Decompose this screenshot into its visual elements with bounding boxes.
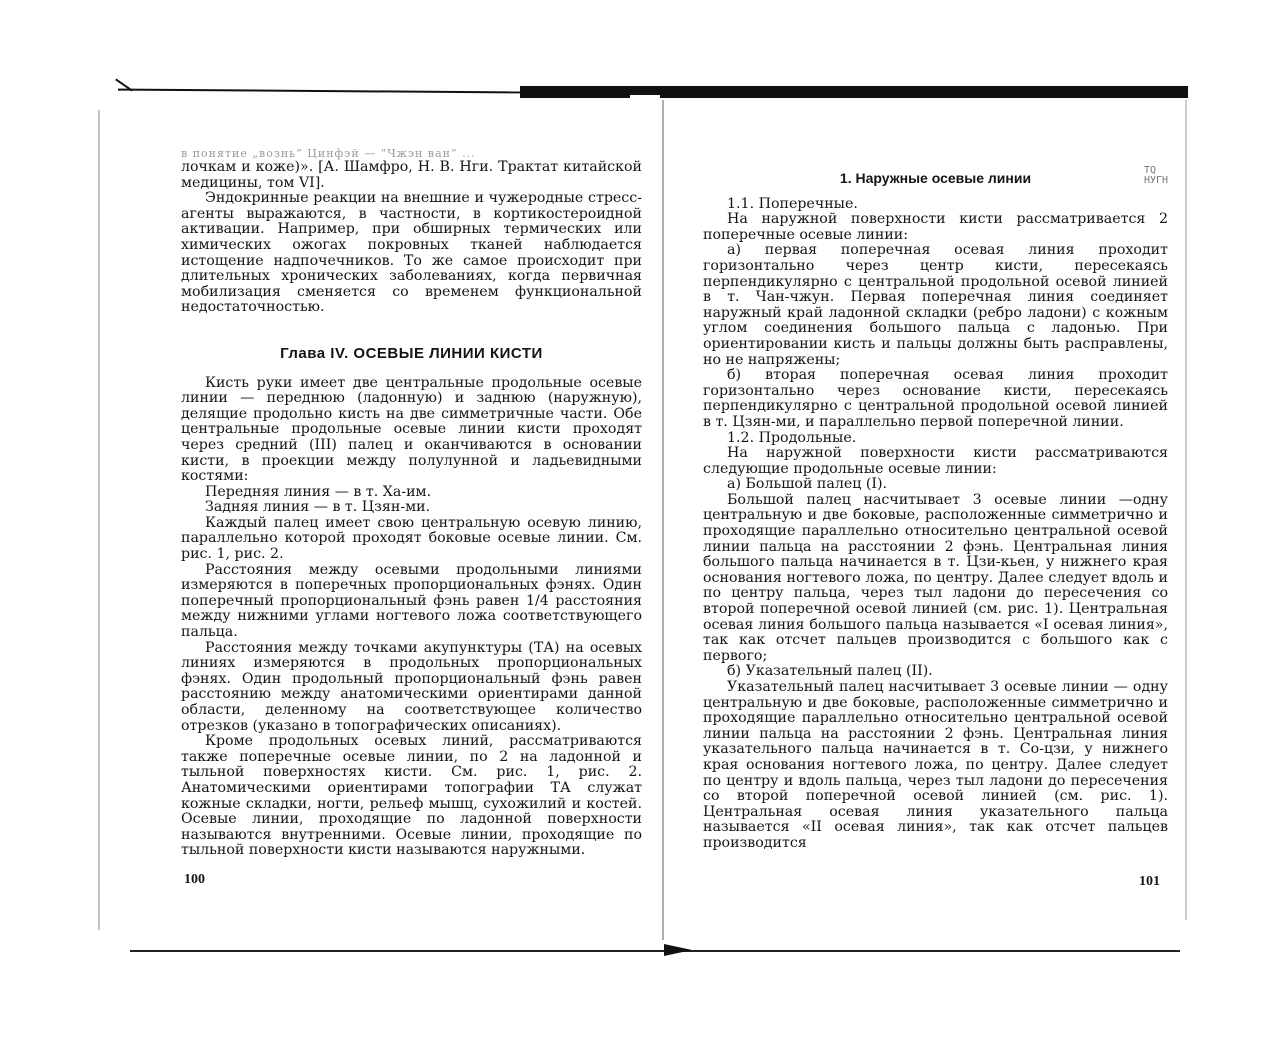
faded-top-line: в понятие „вознь“ Цинфэй — “Чжэн ван“ ... <box>181 147 476 160</box>
paragraph: б) вторая поперечная осевая линия проходит горизонтально через основание кисти, пересекаясь перпендикулярно с центральной продольной осевой линией в т. Цзян-ми, и параллельно первой поперечной линии. <box>703 367 1168 430</box>
paragraph: Кроме продольных осевых линий, рассматриваются также поперечные осевые линии, по 2 на ладонной и тыльной поверхностях кисти. См. рис. 1, рис. 2. Анатомическими ориентирами топографии ТА служат кожные складки, ногти, рельеф мышц, сухожилий и костей. Осевые линии, проходящие по ладонной поверхности называются внутренними. Осевые линии, проходящие по тыльной поверхности кисти называются наружными. <box>181 733 642 859</box>
paragraph: а) первая поперечная осевая линия проходит горизонтально через центр кисти, пересекаясь перпендикулярно с центральной продольной осевой линией в т. Чан-чжун. Первая поперечная линия соединяет наружный край ладонной складки (ребро ладони) с кожным углом соединения большого пальца с ладонью. При ориентировании кисть и пальцы должны быть расправлены, но не напряжены; <box>703 242 1168 368</box>
paragraph: лочкам и коже)». [А. Шамфро, Н. В. Нги. Трактат китайской медицины, том VI]. <box>181 159 642 191</box>
page-edge-right <box>1185 100 1187 920</box>
left-page <box>181 146 642 859</box>
paragraph: Передняя линия — в т. Ха-им. <box>205 483 432 500</box>
paragraph: Кисть руки имеет две центральные продольные осевые линии — переднюю (ладонную) и заднюю (наружную), делящие продольно кисть на две симметричные части. Обе центральные продольные осевые линии кисти проходят через средний (III) палец и оканчиваются в основании кисти, в проекции между полулунной и ладьевидными костями: <box>181 374 642 485</box>
paragraph: Расстояния между осевыми продольными линиями измеряются в поперечных пропорциональных фэнях. Один поперечный пропорциональный фэнь равен 1/4 расстояния между нижними углами ногтевого ложа соответствующего пальца. <box>181 561 642 641</box>
paragraph: а) Большой палец (I). <box>727 476 888 493</box>
scan-border-top-left <box>118 89 520 94</box>
paragraph: Эндокринные реакции на внешние и чужеродные стресс-агенты выражаются, в частности, в кортикостероидной активации. Например, при обширных термических или химических ожогах покровных тканей наблюдается истощение надпочечников. То же самое происходит при длительных хронических заболеваниях, когда первичная мобилизация сменяется со временем функциональной недостаточностью. <box>181 190 642 316</box>
paragraph: 1.2. Продольные. <box>727 429 857 446</box>
chapter-title: Глава IV. ОСЕВЫЕ ЛИНИИ КИСТИ <box>280 344 543 362</box>
paragraph: На наружной поверхности кисти рассматриваются следующие продольные осевые линии: <box>703 445 1168 477</box>
section-title: 1. Наружные осевые линии <box>839 170 1032 186</box>
right-page <box>703 171 1168 852</box>
scan-border-notch <box>630 95 660 101</box>
page-number-left: 100 <box>184 872 205 887</box>
scan-border-bottom <box>130 950 1180 952</box>
paragraph: 1.1. Поперечные. <box>727 195 858 212</box>
paragraph: Каждый палец имеет свою центральную осевую линию, параллельно которой проходят боковые осевые линии. См. рис. 1, рис. 2. <box>181 514 642 563</box>
page-number-right: 101 <box>1139 874 1160 889</box>
paragraph: Задняя линия — в т. Цзян-ми. <box>205 499 431 516</box>
scan-wedge-mark <box>664 944 692 956</box>
paragraph: На наружной поверхности кисти рассматривается 2 поперечные осевые линии: <box>703 211 1168 243</box>
paragraph: Расстояния между точками акупунктуры (ТА) на осевых линиях измеряются в продольных пропорциональных фэнях. Один продольный пропорциональный фэнь равен расстоянию между анатомическими ориентирами данной области, деленному на соответствующее количество отрезков (указано в топографических описаниях). <box>181 639 642 734</box>
book-spine <box>662 100 664 940</box>
paragraph: б) Указательный палец (II). <box>727 663 933 680</box>
margin-note: ТQ НУГН <box>1144 165 1169 186</box>
paragraph: Большой палец насчитывает 3 осевые линии —одну центральную и две боковые, расположенные симметрично и проходящие параллельно относительно центральной осевой линии пальца на расстоянии 2 фэнь. Центральная линия большого пальца начинается в т. Цзи-кьен, у нижнего края основания ногтевого ложа, по центру. Далее следует вдоль и по центру пальца, через тыл ладони до пересечения со второй поперечной осевой линией (см. рис. 1). Центральная осевая линия большого пальца называется «I осевая линия», так как отсчет пальцев производится с большого как с первого; <box>703 491 1168 664</box>
page-edge-left <box>98 110 100 930</box>
scan-border-top-right <box>520 86 1188 98</box>
paragraph: Указательный палец насчитывает 3 осевые линии — одну центральную и две боковые, расположенные симметрично и проходящие параллельно относительно центральной осевой линии пальца на расстоянии 2 фэнь. Центральная линия указательного пальца начинается в т. Со-цзи, у нижнего края основания ногтевого ложа, по центру. Далее следует по центру и вдоль пальца, через тыл ладони до пересечения со второй поперечной осевой линией (см. рис. 1). Центральная осевая линия указательного пальца называется «II осевая линия», так как отсчет пальцев производится <box>703 679 1168 851</box>
